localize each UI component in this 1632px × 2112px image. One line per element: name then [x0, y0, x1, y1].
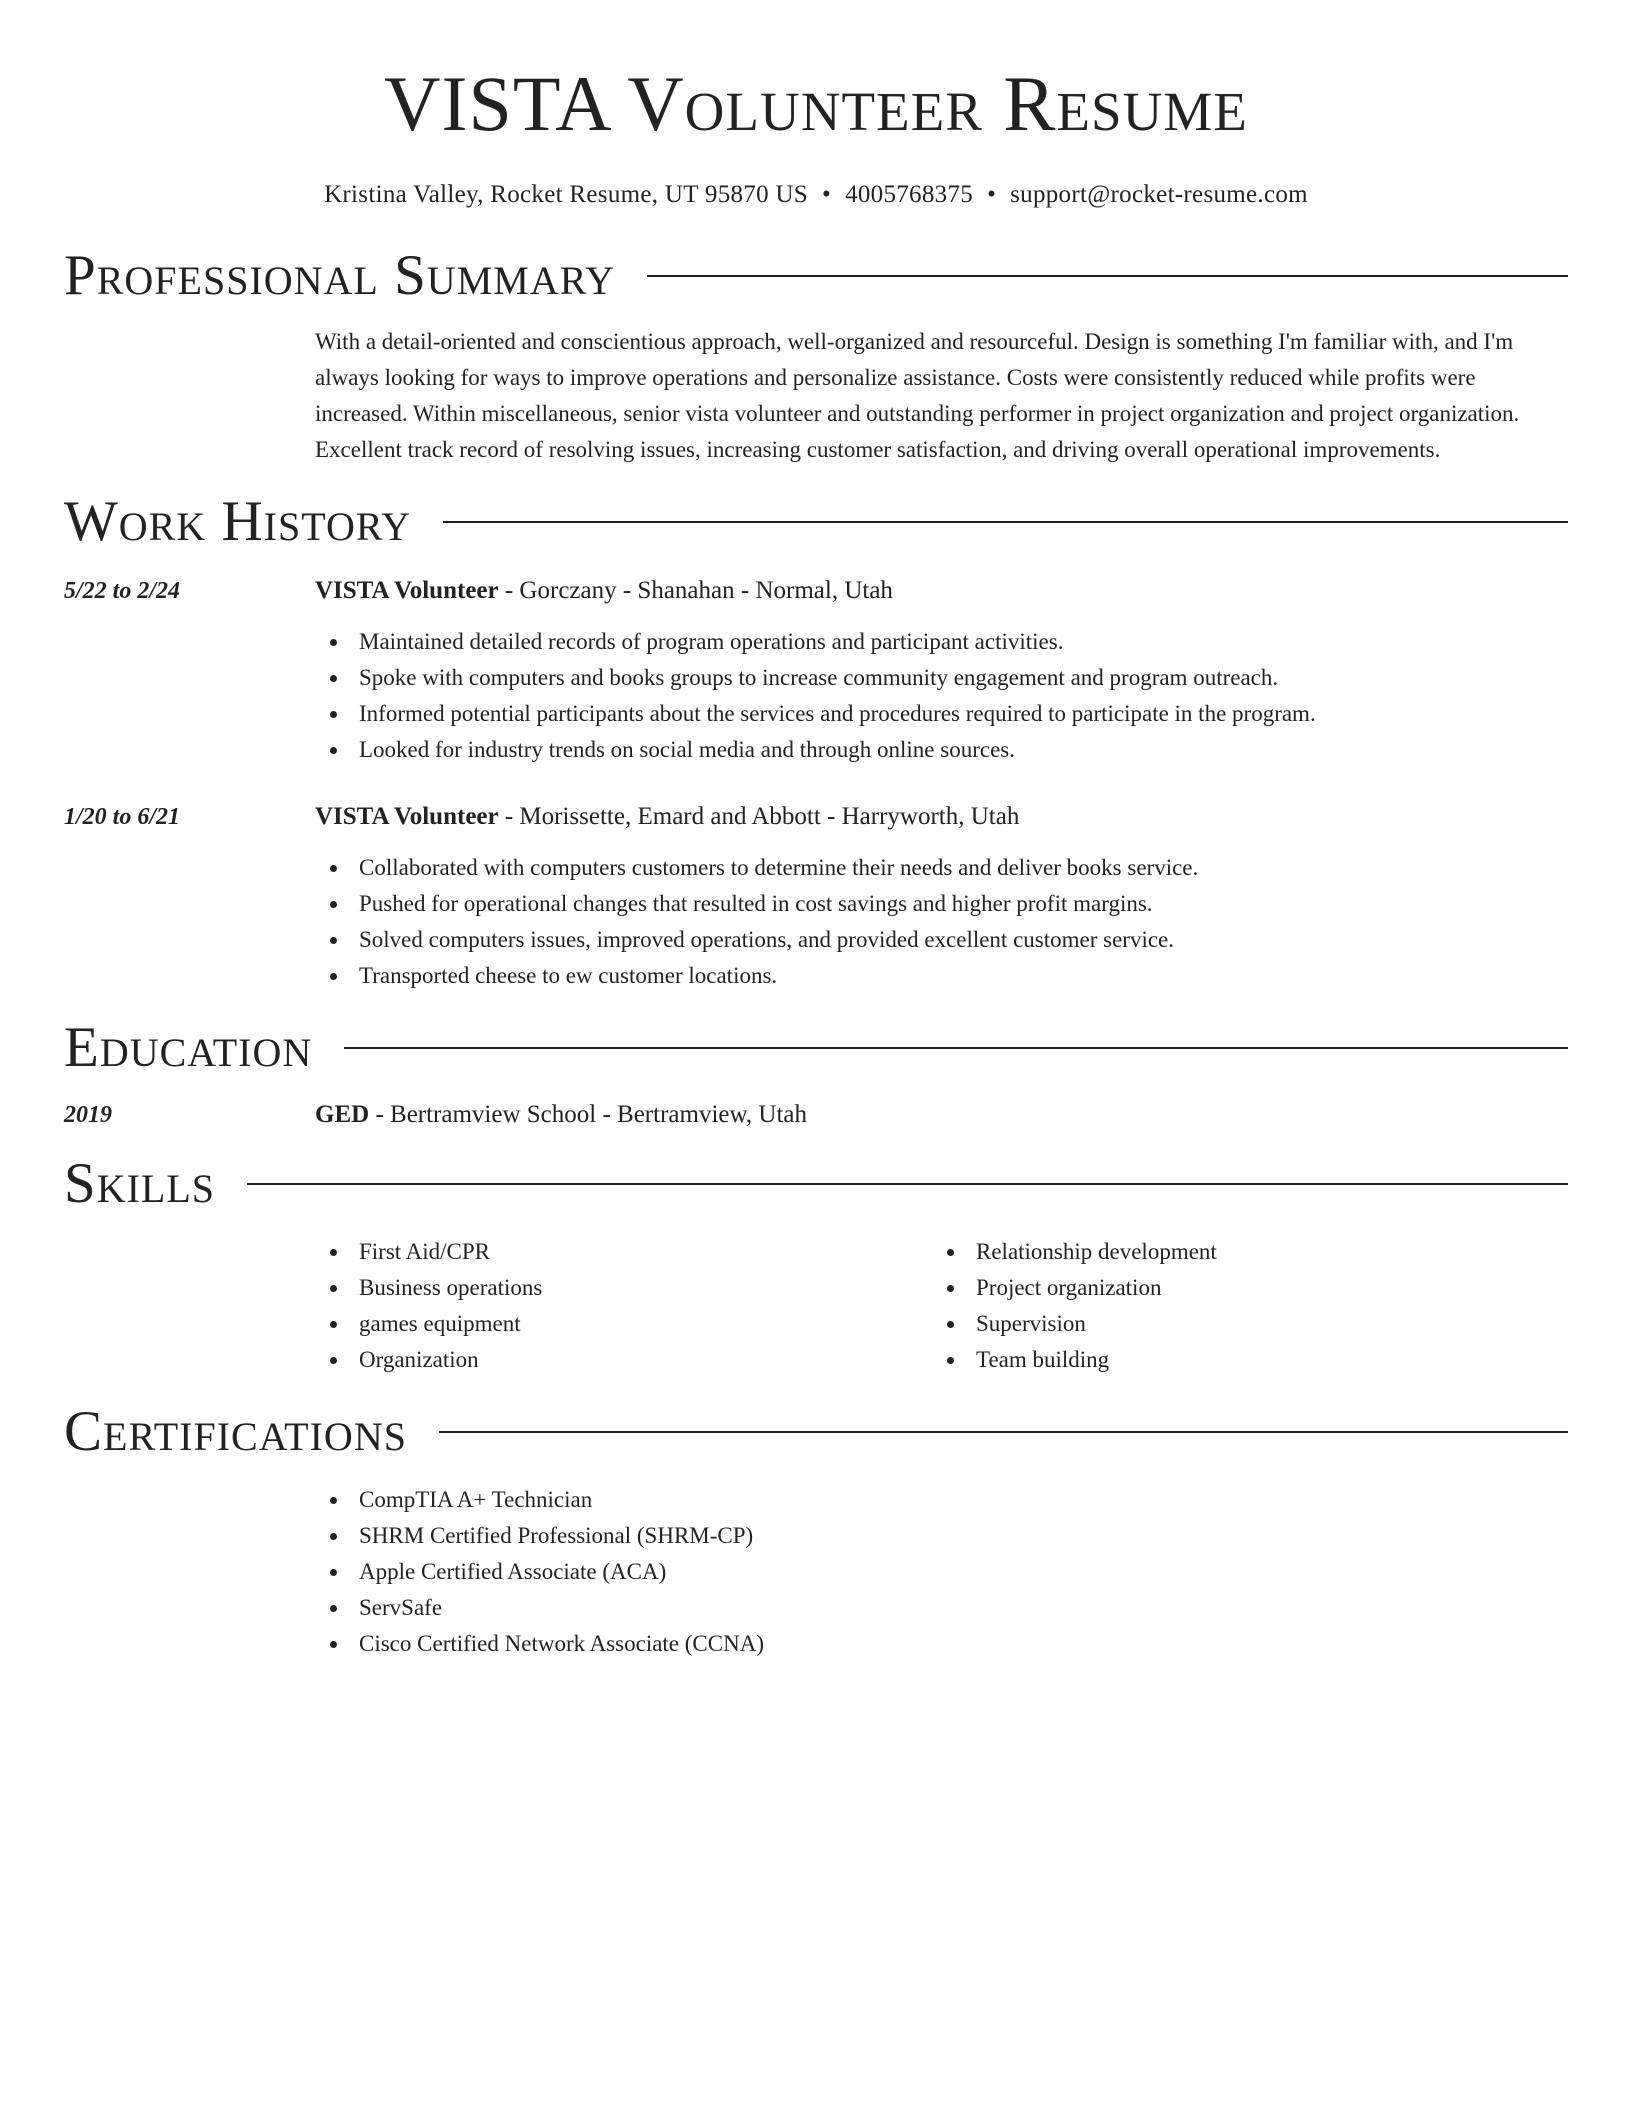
list-item: Business operations — [315, 1270, 932, 1306]
education-year: 2019 — [64, 1102, 112, 1128]
job-heading — [315, 800, 1568, 834]
skills-column-right — [932, 1234, 1549, 1378]
job-dates: 5/22 to 2/24 — [64, 578, 181, 604]
contact-phone: 4005768375 — [845, 181, 974, 208]
list-item: Pushed for operational changes that resulted in cost savings and higher profit margins. — [315, 886, 1568, 922]
contact-separator: • — [987, 181, 997, 208]
job-title: VISTA Volunteer — [315, 803, 499, 830]
list-item: Solved computers issues, improved operations, and provided excellent customer service. — [315, 922, 1568, 958]
list-item: Maintained detailed records of program operations and participant activities. — [315, 624, 1568, 660]
job-employer: - Morissette, Emard and Abbott - Harryworth, Utah — [498, 803, 1020, 830]
list-item: Informed potential participants about the services and procedures required to participate in the program. — [315, 696, 1568, 732]
section-title-certifications: Certifications — [64, 1400, 407, 1463]
resume-page — [64, 0, 1568, 1662]
section-header-education — [64, 1016, 1568, 1080]
section-title-skills: Skills — [64, 1152, 216, 1215]
job-bullets — [315, 624, 1568, 768]
education-entry — [64, 1098, 1568, 1132]
section-divider — [439, 1431, 1568, 1433]
section-header-skills — [64, 1152, 1568, 1216]
contact-line — [64, 180, 1568, 210]
job-bullets — [315, 850, 1568, 994]
list-item: games equipment — [315, 1306, 932, 1342]
section-divider — [647, 275, 1568, 277]
job-employer: - Gorczany - Shanahan - Normal, Utah — [498, 577, 893, 604]
list-item: Collaborated with computers customers to determine their needs and deliver books service. — [315, 850, 1568, 886]
section-header-summary — [64, 244, 1568, 308]
resume-title: VISTA Volunteer Resume — [384, 60, 1248, 147]
education-school: - Bertramview School - Bertramview, Utah — [369, 1101, 808, 1128]
list-item: Looked for industry trends on social media and through online sources. — [315, 732, 1568, 768]
job-title: VISTA Volunteer — [315, 577, 499, 604]
skills-list — [315, 1234, 1568, 1378]
certifications-list — [315, 1482, 1568, 1662]
list-item: SHRM Certified Professional (SHRM-CP) — [315, 1518, 1568, 1554]
list-item: Cisco Certified Network Associate (CCNA) — [315, 1626, 1568, 1662]
list-item: Supervision — [932, 1306, 1549, 1342]
section-divider — [247, 1183, 1568, 1185]
job-entry — [64, 800, 1568, 994]
list-item: CompTIA A+ Technician — [315, 1482, 1568, 1518]
job-dates: 1/20 to 6/21 — [64, 804, 181, 830]
list-item: First Aid/CPR — [315, 1234, 932, 1270]
education-degree: GED — [315, 1101, 370, 1128]
list-item: Spoke with computers and books groups to increase community engagement and program outreach. — [315, 660, 1568, 696]
list-item: Project organization — [932, 1270, 1549, 1306]
section-title-summary: Professional Summary — [64, 244, 616, 307]
section-divider — [443, 521, 1568, 523]
summary-text: With a detail-oriented and conscientious approach, well-organized and resourceful. Design is something I'm familiar with, and I'm always looking for ways to improve operations and personalize assistance. Costs were consistently reduced while profits were increased. Within miscellaneous, senior vista volunteer and outstanding performer in project organization and project organization. Excellent track record of resolving issues, increasing customer satisfaction, and driving overall operational improvements. — [315, 329, 1520, 462]
list-item: Apple Certified Associate (ACA) — [315, 1554, 1568, 1590]
job-entry — [64, 574, 1568, 768]
list-item: ServSafe — [315, 1590, 1568, 1626]
contact-address: Kristina Valley, Rocket Resume, UT 95870 US — [324, 181, 808, 208]
section-title-work: Work History — [64, 490, 412, 553]
education-heading — [315, 1098, 1568, 1132]
list-item: Organization — [315, 1342, 932, 1378]
contact-separator: • — [822, 181, 832, 208]
section-divider — [344, 1047, 1568, 1049]
contact-email: support@rocket-resume.com — [1010, 181, 1308, 208]
section-title-education: Education — [64, 1016, 313, 1079]
list-item: Transported cheese to ew customer locations. — [315, 958, 1568, 994]
list-item: Team building — [932, 1342, 1549, 1378]
list-item: Relationship development — [932, 1234, 1549, 1270]
skills-column-left — [315, 1234, 932, 1378]
certifications-bullets — [315, 1482, 1568, 1662]
section-header-work — [64, 490, 1568, 554]
section-header-certifications — [64, 1400, 1568, 1464]
job-heading — [315, 574, 1568, 608]
